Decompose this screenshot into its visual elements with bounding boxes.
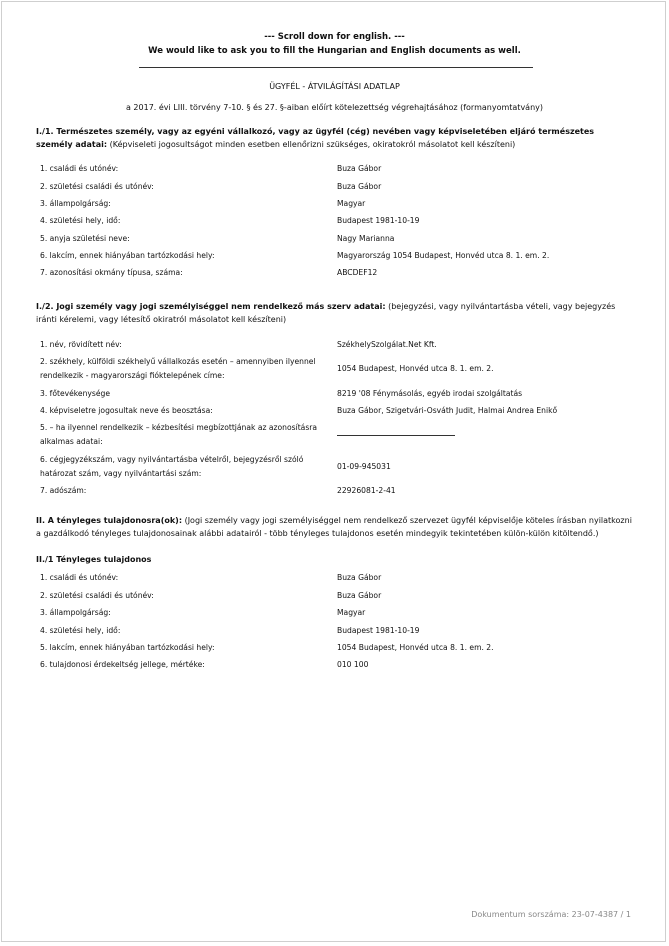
section-3-heading-note: (Jogi személy vagy jogi személyiséggel nem rendelkező szervezet ügyfél képviselője köteles írásban nyilatkozni a gazdálkodó tényleges tulajdonosainak alábbi adatairól - több tényleges tulajdonos esetén mindegyik tekintetében külön-külön kitöltendő.) bbox=[36, 516, 632, 538]
field-value: Budapest 1981-10-19 bbox=[337, 216, 420, 225]
divider-rule bbox=[139, 67, 533, 68]
field-label: 2. születési családi és utónév: bbox=[40, 182, 154, 191]
fill-both-notice: We would like to ask you to fill the Hungarian and English documents as well. bbox=[148, 46, 521, 56]
field-label: 1. családi és utónév: bbox=[40, 164, 119, 173]
field-value: 22926081-2-41 bbox=[337, 486, 396, 495]
field-label: 5. – ha ilyennel rendelkezik – kézbesítési megbízottjának az azonosításra alkalmas adatai: bbox=[40, 423, 318, 446]
field-value: 8219 '08 Fénymásolás, egyéb irodai szolgáltatás bbox=[337, 389, 523, 398]
field-value: Magyar bbox=[337, 199, 366, 208]
field-label: 2. székhely, külföldi székhelyű vállalkozás esetén – amennyiben ilyennel rendelkezik - magyarországi fióktelepének címe: bbox=[40, 357, 316, 380]
section-1-heading-note: (Képviseleti jogosultságot minden esetben ellenőrizni szükséges, okiratokról másolatot kell készíteni) bbox=[109, 140, 516, 149]
field-value: 010 100 bbox=[337, 660, 369, 669]
field-value: 01-09-945031 bbox=[337, 462, 391, 471]
field-value: ABCDEF12 bbox=[337, 268, 378, 277]
section-1-heading-title: I./1. Természetes személy, vagy az egyéni vállalkozó, vagy az ügyfél (cég) nevében vagy képviseletében eljáró természetes személy adatai: bbox=[36, 127, 595, 149]
field-label: 1. családi és utónév: bbox=[40, 573, 119, 582]
field-label: 6. cégjegyzékszám, vagy nyilvántartásba vételről, bejegyzésről szóló határozat szám, vagy nyilvántartási szám: bbox=[40, 455, 304, 478]
field-label: 2. születési családi és utónév: bbox=[40, 591, 154, 600]
section-3-heading bbox=[36, 514, 632, 540]
section-1-heading bbox=[36, 125, 632, 151]
field-label: 1. név, rövidített név: bbox=[40, 340, 122, 349]
field-value: 1054 Budapest, Honvéd utca 8. 1. em. 2. bbox=[337, 643, 494, 652]
document-serial-number: Dokumentum sorszáma: 23-07-4387 / 1 bbox=[471, 910, 631, 919]
field-label: 6. tulajdonosi érdekeltség jellege, mértéke: bbox=[40, 660, 205, 669]
field-label: 3. főtevékenysége bbox=[40, 389, 111, 398]
field-value: Magyarország 1054 Budapest, Honvéd utca 8. 1. em. 2. bbox=[337, 251, 550, 260]
field-label: 6. lakcím, ennek hiányában tartózkodási hely: bbox=[40, 251, 215, 260]
field-label: 4. születési hely, idő: bbox=[40, 626, 121, 635]
scroll-notice: --- Scroll down for english. --- bbox=[264, 32, 405, 42]
beneficial-owner-subheading: II./1 Tényleges tulajdonos bbox=[36, 555, 152, 564]
field-label: 5. lakcím, ennek hiányában tartózkodási hely: bbox=[40, 643, 215, 652]
field-label: 7. adószám: bbox=[40, 486, 87, 495]
section-2-heading-note: (bejegyzési, vagy nyilvántartásba vételi, vagy bejegyzés iránti kérelemi, vagy létesítő okiratról másolatot kell készíteni) bbox=[36, 302, 616, 324]
field-label: 4. születési hely, idő: bbox=[40, 216, 121, 225]
section-3-heading-title: II. A tényleges tulajdonosra(ok): bbox=[36, 516, 183, 525]
section-2-heading-title: I./2. Jogi személy vagy jogi személyiséggel nem rendelkező más szerv adatai: bbox=[36, 302, 386, 311]
field-value: Buza Gábor bbox=[337, 573, 382, 582]
field-value: Buza Gábor bbox=[337, 164, 382, 173]
blank-line bbox=[337, 425, 455, 436]
field-value: Buza Gábor, Szigetvári-Osváth Judit, Halmai Andrea Enikő bbox=[337, 406, 558, 415]
field-label: 3. állampolgárság: bbox=[40, 608, 111, 617]
section-2-heading bbox=[36, 300, 632, 326]
field-value: Nagy Marianna bbox=[337, 234, 395, 243]
field-label: 5. anyja születési neve: bbox=[40, 234, 130, 243]
field-label: 7. azonosítási okmány típusa, száma: bbox=[40, 268, 183, 277]
legal-basis: a 2017. évi LIII. törvény 7-10. § és 27. §-aiban előírt kötelezettség végrehajtásához (formanyomtatvány) bbox=[125, 103, 543, 112]
document-page bbox=[1, 1, 666, 942]
field-value: Buza Gábor bbox=[337, 591, 382, 600]
field-value: Budapest 1981-10-19 bbox=[337, 626, 420, 635]
field-value bbox=[337, 425, 637, 441]
form-title: ÜGYFÉL - ÁTVILÁGÍTÁSI ADATLAP bbox=[269, 82, 400, 91]
field-label: 3. állampolgárság: bbox=[40, 199, 111, 208]
field-value: Magyar bbox=[337, 608, 366, 617]
field-value: 1054 Budapest, Honvéd utca 8. 1. em. 2. bbox=[337, 364, 494, 373]
field-label: 4. képviseletre jogosultak neve és beosztása: bbox=[40, 406, 213, 415]
field-value: Buza Gábor bbox=[337, 182, 382, 191]
field-value: SzékhelySzolgálat.Net Kft. bbox=[337, 340, 437, 349]
